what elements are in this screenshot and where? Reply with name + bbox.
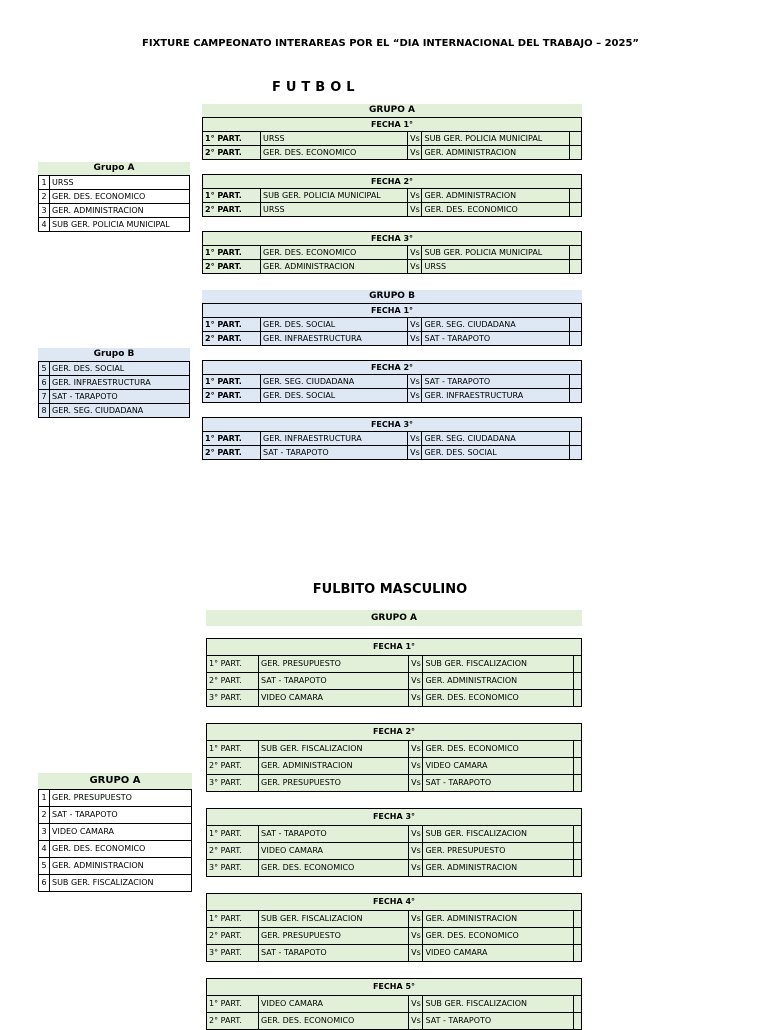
match-part: 3° PART. bbox=[207, 775, 259, 792]
match-score-cell bbox=[569, 189, 581, 203]
team-name: GER. DES. ECONOMICO bbox=[50, 841, 192, 858]
team-row bbox=[39, 190, 190, 204]
fecha-header-row bbox=[203, 304, 582, 318]
match-part: 2° PART. bbox=[203, 332, 261, 346]
match-home-team: GER. ADMINISTRACION bbox=[261, 260, 408, 274]
team-number: 4 bbox=[39, 218, 50, 232]
match-home-team: SUB GER. POLICIA MUNICIPAL bbox=[261, 189, 408, 203]
match-part: 1° PART. bbox=[203, 246, 261, 260]
team-row bbox=[39, 807, 192, 824]
match-part: 2° PART. bbox=[207, 928, 259, 945]
match-vs: Vs bbox=[409, 860, 423, 877]
match-row bbox=[207, 996, 582, 1013]
match-away-team: GER. SEG. CIUDADANA bbox=[422, 318, 570, 332]
match-vs: Vs bbox=[409, 928, 423, 945]
match-part: 1° PART. bbox=[203, 375, 261, 389]
fecha-header-row bbox=[203, 232, 582, 246]
match-score-cell bbox=[573, 826, 581, 843]
futbol-grupo-b-header: GRUPO B bbox=[202, 290, 582, 303]
team-number: 3 bbox=[39, 824, 50, 841]
team-row bbox=[39, 218, 190, 232]
fecha-label: FECHA 5° bbox=[207, 979, 582, 996]
match-home-team: URSS bbox=[261, 203, 408, 217]
futbol-grupo-a-header: GRUPO A bbox=[202, 104, 582, 117]
team-list-table bbox=[38, 361, 190, 418]
match-home-team: SAT - TARAPOTO bbox=[259, 826, 409, 843]
team-name: GER. ADMINISTRACION bbox=[50, 204, 190, 218]
match-score-cell bbox=[573, 741, 581, 758]
fecha-label: FECHA 1° bbox=[203, 118, 582, 132]
match-part: 1° PART. bbox=[203, 189, 261, 203]
match-part: 3° PART. bbox=[207, 860, 259, 877]
team-name: GER. ADMINISTRACION bbox=[50, 858, 192, 875]
match-away-team: GER. ADMINISTRACION bbox=[423, 911, 574, 928]
fecha-table bbox=[206, 893, 582, 962]
fecha-table bbox=[202, 231, 582, 274]
match-away-team: VIDEO CAMARA bbox=[423, 758, 574, 775]
match-vs: Vs bbox=[408, 246, 422, 260]
match-vs: Vs bbox=[409, 911, 423, 928]
match-vs: Vs bbox=[408, 318, 422, 332]
match-row bbox=[203, 246, 582, 260]
match-home-team: SAT - TARAPOTO bbox=[259, 945, 409, 962]
match-vs: Vs bbox=[408, 203, 422, 217]
team-number: 6 bbox=[39, 376, 50, 390]
match-score-cell bbox=[573, 673, 581, 690]
team-row bbox=[39, 176, 190, 190]
match-away-team: GER. ADMINISTRACION bbox=[422, 146, 570, 160]
match-part: 2° PART. bbox=[203, 389, 261, 403]
match-row bbox=[203, 375, 582, 389]
match-home-team: GER. DES. ECONOMICO bbox=[259, 860, 409, 877]
match-vs: Vs bbox=[408, 189, 422, 203]
match-score-cell bbox=[573, 690, 581, 707]
match-home-team: SAT - TARAPOTO bbox=[261, 446, 408, 460]
match-home-team: GER. DES. ECONOMICO bbox=[259, 1013, 409, 1030]
fecha-label: FECHA 2° bbox=[203, 175, 582, 189]
match-score-cell bbox=[569, 375, 581, 389]
match-vs: Vs bbox=[409, 775, 423, 792]
match-away-team: SAT - TARAPOTO bbox=[423, 1013, 574, 1030]
team-name: SUB GER. POLICIA MUNICIPAL bbox=[50, 218, 190, 232]
match-vs: Vs bbox=[409, 843, 423, 860]
match-vs: Vs bbox=[408, 260, 422, 274]
match-row bbox=[203, 432, 582, 446]
match-row bbox=[207, 758, 582, 775]
match-part: 1° PART. bbox=[207, 911, 259, 928]
match-vs: Vs bbox=[408, 132, 422, 146]
fecha-header-row bbox=[207, 809, 582, 826]
match-part: 3° PART. bbox=[207, 945, 259, 962]
match-away-team: SUB GER. FISCALIZACION bbox=[423, 996, 574, 1013]
match-score-cell bbox=[569, 318, 581, 332]
fecha-label: FECHA 2° bbox=[207, 724, 582, 741]
match-away-team: VIDEO CAMARA bbox=[423, 945, 574, 962]
fecha-header-row bbox=[207, 894, 582, 911]
match-home-team: VIDEO CAMARA bbox=[259, 996, 409, 1013]
match-score-cell bbox=[573, 758, 581, 775]
match-away-team: GER. ADMINISTRACION bbox=[423, 860, 574, 877]
team-number: 4 bbox=[39, 841, 50, 858]
match-row bbox=[203, 203, 582, 217]
match-row bbox=[203, 132, 582, 146]
team-list-table bbox=[38, 789, 192, 892]
team-name: GER. DES. SOCIAL bbox=[50, 362, 190, 376]
fecha-header-row bbox=[203, 361, 582, 375]
team-name: GER. PRESUPUESTO bbox=[50, 790, 192, 807]
fecha-header-row bbox=[207, 639, 582, 656]
fecha-header-row bbox=[203, 118, 582, 132]
match-part: 2° PART. bbox=[207, 843, 259, 860]
futbol-section-title: FUTBOL bbox=[272, 80, 360, 95]
match-score-cell bbox=[569, 132, 581, 146]
match-away-team: SUB GER. FISCALIZACION bbox=[423, 826, 574, 843]
match-score-cell bbox=[569, 446, 581, 460]
match-row bbox=[207, 690, 582, 707]
fulbito-section-title: FULBITO MASCULINO bbox=[312, 582, 468, 597]
match-home-team: GER. INFRAESTRUCTURA bbox=[261, 332, 408, 346]
match-row bbox=[203, 146, 582, 160]
fulbito-grupo-a-list-title: GRUPO A bbox=[38, 773, 192, 789]
match-away-team: GER. DES. ECONOMICO bbox=[422, 203, 570, 217]
team-number: 2 bbox=[39, 807, 50, 824]
match-away-team: SUB GER. FISCALIZACION bbox=[423, 656, 574, 673]
match-home-team: GER. SEG. CIUDADANA bbox=[261, 375, 408, 389]
team-name: SUB GER. FISCALIZACION bbox=[50, 875, 192, 892]
match-home-team: VIDEO CAMARA bbox=[259, 690, 409, 707]
match-away-team: SAT - TARAPOTO bbox=[422, 332, 570, 346]
match-row bbox=[207, 673, 582, 690]
match-row bbox=[203, 318, 582, 332]
fulbito-grupo-a-fixtures bbox=[206, 638, 582, 1030]
match-vs: Vs bbox=[408, 432, 422, 446]
match-away-team: GER. DES. ECONOMICO bbox=[423, 690, 574, 707]
fecha-header-row bbox=[203, 175, 582, 189]
match-score-cell bbox=[569, 389, 581, 403]
match-part: 1° PART. bbox=[207, 826, 259, 843]
match-away-team: URSS bbox=[422, 260, 570, 274]
futbol-grupo-a-list-title: Grupo A bbox=[38, 162, 190, 175]
team-row bbox=[39, 790, 192, 807]
match-away-team: GER. DES. ECONOMICO bbox=[423, 928, 574, 945]
fulbito-grupo-a-header: GRUPO A bbox=[206, 610, 582, 626]
match-vs: Vs bbox=[408, 375, 422, 389]
match-row bbox=[207, 928, 582, 945]
match-part: 3° PART. bbox=[207, 690, 259, 707]
match-score-cell bbox=[573, 860, 581, 877]
match-row bbox=[203, 260, 582, 274]
team-name: SAT - TARAPOTO bbox=[50, 807, 192, 824]
match-row bbox=[207, 945, 582, 962]
team-row bbox=[39, 390, 190, 404]
match-score-cell bbox=[573, 996, 581, 1013]
match-score-cell bbox=[573, 911, 581, 928]
match-row bbox=[203, 189, 582, 203]
match-part: 1° PART. bbox=[207, 741, 259, 758]
team-number: 2 bbox=[39, 190, 50, 204]
match-home-team: GER. DES. ECONOMICO bbox=[261, 246, 408, 260]
fecha-table bbox=[202, 117, 582, 160]
team-row bbox=[39, 858, 192, 875]
match-vs: Vs bbox=[408, 146, 422, 160]
match-vs: Vs bbox=[409, 758, 423, 775]
fecha-table bbox=[206, 638, 582, 707]
team-name: VIDEO CAMARA bbox=[50, 824, 192, 841]
match-vs: Vs bbox=[409, 945, 423, 962]
futbol-grupo-b-team-list bbox=[38, 348, 190, 418]
fecha-label: FECHA 3° bbox=[207, 809, 582, 826]
match-score-cell bbox=[569, 246, 581, 260]
match-row bbox=[207, 1013, 582, 1030]
match-score-cell bbox=[573, 775, 581, 792]
fecha-table bbox=[202, 303, 582, 346]
match-vs: Vs bbox=[408, 446, 422, 460]
match-vs: Vs bbox=[409, 741, 423, 758]
match-row bbox=[207, 843, 582, 860]
fecha-table bbox=[202, 360, 582, 403]
match-score-cell bbox=[569, 260, 581, 274]
team-number: 6 bbox=[39, 875, 50, 892]
match-home-team: GER. DES. SOCIAL bbox=[261, 389, 408, 403]
match-part: 1° PART. bbox=[207, 656, 259, 673]
futbol-grupo-a-fixtures bbox=[202, 104, 582, 274]
team-name: SAT - TARAPOTO bbox=[50, 390, 190, 404]
fulbito-grupo-a-team-list bbox=[38, 773, 192, 892]
match-part: 2° PART. bbox=[207, 673, 259, 690]
match-row bbox=[207, 826, 582, 843]
team-row bbox=[39, 841, 192, 858]
match-part: 2° PART. bbox=[203, 203, 261, 217]
match-row bbox=[203, 446, 582, 460]
match-away-team: SUB GER. POLICIA MUNICIPAL bbox=[422, 246, 570, 260]
match-part: 2° PART. bbox=[207, 1013, 259, 1030]
fecha-table bbox=[206, 978, 582, 1030]
team-number: 5 bbox=[39, 362, 50, 376]
team-row bbox=[39, 204, 190, 218]
match-away-team: SAT - TARAPOTO bbox=[423, 775, 574, 792]
match-away-team: GER. SEG. CIUDADANA bbox=[422, 432, 570, 446]
match-home-team: GER. DES. ECONOMICO bbox=[261, 146, 408, 160]
fecha-label: FECHA 3° bbox=[203, 418, 582, 432]
match-part: 1° PART. bbox=[203, 432, 261, 446]
match-home-team: GER. PRESUPUESTO bbox=[259, 656, 409, 673]
match-part: 2° PART. bbox=[203, 146, 261, 160]
fecha-header-row bbox=[207, 724, 582, 741]
match-score-cell bbox=[569, 432, 581, 446]
futbol-grupo-a-team-list bbox=[38, 162, 190, 232]
match-score-cell bbox=[573, 928, 581, 945]
match-score-cell bbox=[569, 332, 581, 346]
match-vs: Vs bbox=[408, 389, 422, 403]
match-away-team: GER. INFRAESTRUCTURA bbox=[422, 389, 570, 403]
match-vs: Vs bbox=[409, 690, 423, 707]
match-away-team: GER. DES. SOCIAL bbox=[422, 446, 570, 460]
match-row bbox=[203, 332, 582, 346]
match-away-team: SAT - TARAPOTO bbox=[422, 375, 570, 389]
fecha-table bbox=[206, 723, 582, 792]
match-away-team: GER. DES. ECONOMICO bbox=[423, 741, 574, 758]
match-score-cell bbox=[569, 146, 581, 160]
match-part: 1° PART. bbox=[203, 318, 261, 332]
team-number: 7 bbox=[39, 390, 50, 404]
match-home-team: GER. PRESUPUESTO bbox=[259, 775, 409, 792]
match-vs: Vs bbox=[409, 1013, 423, 1030]
match-home-team: URSS bbox=[261, 132, 408, 146]
match-vs: Vs bbox=[409, 656, 423, 673]
match-home-team: SUB GER. FISCALIZACION bbox=[259, 911, 409, 928]
fecha-table bbox=[202, 174, 582, 217]
team-name: GER. DES. ECONOMICO bbox=[50, 190, 190, 204]
document-title: FIXTURE CAMPEONATO INTERAREAS POR EL “DIA INTERNACIONAL DEL TRABAJO – 2025” bbox=[142, 38, 639, 49]
match-score-cell bbox=[573, 656, 581, 673]
futbol-grupo-b-list-title: Grupo B bbox=[38, 348, 190, 361]
match-home-team: GER. INFRAESTRUCTURA bbox=[261, 432, 408, 446]
match-score-cell bbox=[573, 945, 581, 962]
team-row bbox=[39, 875, 192, 892]
team-number: 1 bbox=[39, 790, 50, 807]
fecha-table bbox=[206, 808, 582, 877]
match-home-team: GER. ADMINISTRACION bbox=[259, 758, 409, 775]
team-row bbox=[39, 824, 192, 841]
team-row bbox=[39, 404, 190, 418]
fecha-label: FECHA 3° bbox=[203, 232, 582, 246]
match-home-team: VIDEO CAMARA bbox=[259, 843, 409, 860]
fecha-label: FECHA 1° bbox=[207, 639, 582, 656]
match-part: 1° PART. bbox=[207, 996, 259, 1013]
fecha-header-row bbox=[207, 979, 582, 996]
match-part: 1° PART. bbox=[203, 132, 261, 146]
match-away-team: GER. ADMINISTRACION bbox=[423, 673, 574, 690]
match-home-team: GER. PRESUPUESTO bbox=[259, 928, 409, 945]
match-row bbox=[207, 656, 582, 673]
match-away-team: GER. ADMINISTRACION bbox=[422, 189, 570, 203]
match-home-team: GER. DES. SOCIAL bbox=[261, 318, 408, 332]
team-row bbox=[39, 376, 190, 390]
match-score-cell bbox=[569, 203, 581, 217]
match-vs: Vs bbox=[409, 673, 423, 690]
team-name: GER. INFRAESTRUCTURA bbox=[50, 376, 190, 390]
match-vs: Vs bbox=[408, 332, 422, 346]
match-row bbox=[207, 911, 582, 928]
match-row bbox=[207, 741, 582, 758]
team-name: URSS bbox=[50, 176, 190, 190]
fecha-header-row bbox=[203, 418, 582, 432]
match-score-cell bbox=[573, 843, 581, 860]
team-number: 8 bbox=[39, 404, 50, 418]
match-row bbox=[207, 775, 582, 792]
match-vs: Vs bbox=[409, 826, 423, 843]
match-part: 2° PART. bbox=[203, 260, 261, 274]
team-name: GER. SEG. CIUDADANA bbox=[50, 404, 190, 418]
fecha-table bbox=[202, 417, 582, 460]
team-list-table bbox=[38, 175, 190, 232]
futbol-grupo-b-fixtures bbox=[202, 290, 582, 460]
team-number: 3 bbox=[39, 204, 50, 218]
match-home-team: SUB GER. FISCALIZACION bbox=[259, 741, 409, 758]
team-number: 1 bbox=[39, 176, 50, 190]
match-part: 2° PART. bbox=[207, 758, 259, 775]
match-vs: Vs bbox=[409, 996, 423, 1013]
team-number: 5 bbox=[39, 858, 50, 875]
match-score-cell bbox=[573, 1013, 581, 1030]
match-row bbox=[203, 389, 582, 403]
match-away-team: GER. PRESUPUESTO bbox=[423, 843, 574, 860]
team-row bbox=[39, 362, 190, 376]
fecha-label: FECHA 2° bbox=[203, 361, 582, 375]
fecha-label: FECHA 1° bbox=[203, 304, 582, 318]
fecha-label: FECHA 4° bbox=[207, 894, 582, 911]
match-row bbox=[207, 860, 582, 877]
match-part: 2° PART. bbox=[203, 446, 261, 460]
match-away-team: SUB GER. POLICIA MUNICIPAL bbox=[422, 132, 570, 146]
match-home-team: SAT - TARAPOTO bbox=[259, 673, 409, 690]
